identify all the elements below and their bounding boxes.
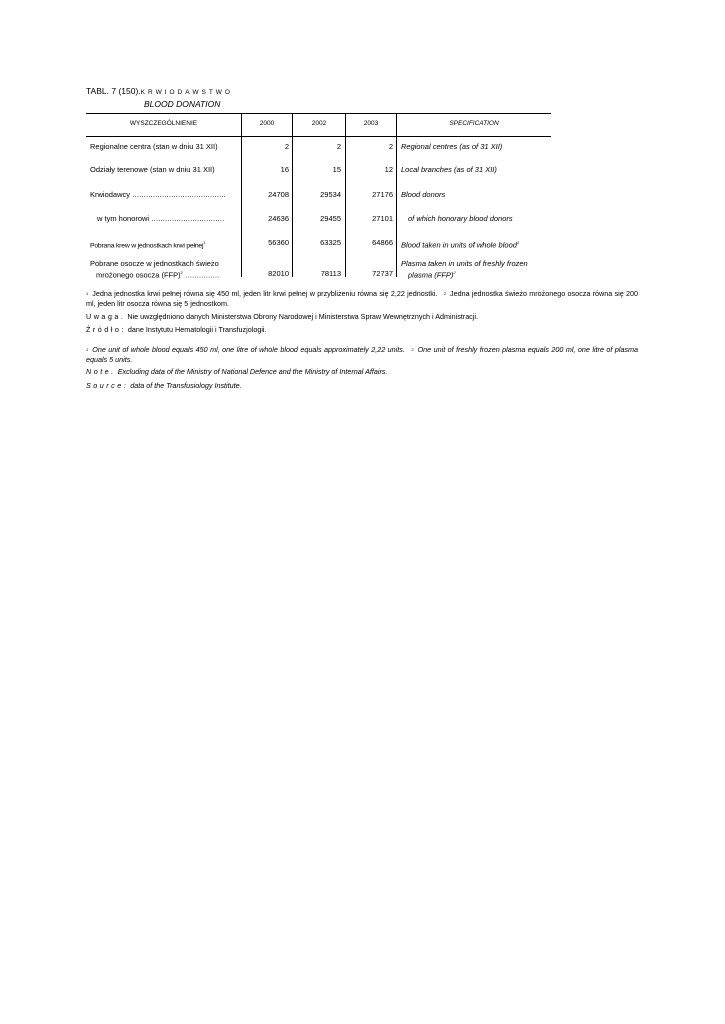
row-label-pl <box>97 214 224 223</box>
table-number: TABL. 7 (150). <box>86 86 141 96</box>
row-value-2000: 82010 <box>268 269 289 278</box>
header-year-2003: 2003 <box>363 120 379 127</box>
row-label-text: Blood taken in units of whole blood <box>401 240 517 250</box>
table-top-rule <box>86 113 551 114</box>
row-label-text: w tym honorowi <box>97 214 150 223</box>
row-value-2000: 24708 <box>268 190 289 199</box>
source-text: data of the Transfusiology Institute. <box>130 381 242 390</box>
footnote-ref: 1 <box>516 240 520 245</box>
row-value-2003: 27101 <box>372 214 393 223</box>
source-label: Source: <box>86 381 129 390</box>
row-label-en: of which honorary blood donors <box>408 214 513 223</box>
footnote-mark: 2 <box>443 291 447 297</box>
row-value-2002: 78113 <box>320 269 341 278</box>
footnote-mark: 1 <box>86 347 89 353</box>
row-value-2003: 2 <box>388 142 393 151</box>
source-pl <box>86 325 267 335</box>
row-label-pl <box>90 190 226 199</box>
row-label-line-1: Plasma taken in units of freshly frozen <box>401 259 528 268</box>
footnote-text: One unit of freshly frozen plasma equals 200 ml, one litre of plasma equals 5 units. <box>86 345 639 364</box>
row-value-2000: 24636 <box>268 214 289 223</box>
row-value-2000: 2 <box>284 142 289 151</box>
source-text: dane Instytutu Hematologii i Transfuzjologii. <box>127 325 267 334</box>
note-label: Uwaga. <box>86 312 126 321</box>
row-value-2002: 29455 <box>320 214 341 223</box>
note-label: Note. <box>86 367 116 376</box>
row-value-2003: 72737 <box>372 269 393 278</box>
note-pl <box>86 312 478 322</box>
footnote-text: Jedna jednostka świeżo mrożonego osocza równa się 200 ml, jeden litr osocza równa się 5 jednostkom. <box>86 289 639 308</box>
row-label-pl: Odziały terenowe (stan w dniu 31 XII) <box>90 165 215 174</box>
row-value-2003: 27176 <box>372 190 393 199</box>
row-label-text: mrożonego osocza (FFP) <box>96 270 181 280</box>
source-label: Źródło: <box>86 325 126 334</box>
leader-dots: ................................ <box>149 214 225 223</box>
table-title-en: BLOOD DONATION <box>144 99 221 109</box>
row-value-2003: 12 <box>384 165 393 174</box>
row-value-2000: 56360 <box>268 238 289 247</box>
footnote-ref: 2 <box>180 270 183 275</box>
row-label-text: Krwiodawcy <box>90 190 131 199</box>
footnotes-en <box>86 345 638 364</box>
footnote-ref: 1 <box>203 240 206 245</box>
row-label-text: plasma (FFP) <box>408 270 454 280</box>
note-en <box>86 367 388 377</box>
row-label-pl <box>90 238 205 250</box>
row-label-line-2 <box>90 268 219 280</box>
row-label-en <box>401 259 528 280</box>
table-header-rule <box>86 136 551 137</box>
footnote-text: Jedna jednostka krwi pełnej równa się 450 ml, jeden litr krwi pełnej w przybliżeniu równa się 2,22 jednostki. <box>92 289 438 298</box>
table-title <box>86 86 233 96</box>
header-spec-en: SPECIFICATION <box>449 120 499 127</box>
leader-dots: ......................................... <box>130 190 226 199</box>
note-text: Excluding data of the Ministry of National Defence and the Ministry of Internal Affairs. <box>117 367 388 376</box>
row-label-line-2 <box>401 268 528 280</box>
row-value-2000: 16 <box>280 165 289 174</box>
row-value-2002: 2 <box>336 142 341 151</box>
row-label-en <box>401 238 519 250</box>
header-year-2002: 2002 <box>311 120 327 127</box>
leader-dots: ............... <box>182 270 220 280</box>
row-label-pl: Regionalne centra (stan w dniu 31 XII) <box>90 142 218 151</box>
table-title-pl: KRWIODAWSTWO <box>140 89 233 96</box>
row-value-2002: 63325 <box>320 238 341 247</box>
footnote-mark: 2 <box>411 347 414 353</box>
row-value-2003: 64866 <box>372 238 393 247</box>
footnotes-pl <box>86 289 638 308</box>
footnote-ref: 2 <box>453 270 456 275</box>
footnote-text: One unit of whole blood equals 450 ml, one litre of whole blood equals approximately 2,22 units. <box>92 345 405 354</box>
row-value-2002: 29534 <box>320 190 341 199</box>
note-text: Nie uwzględniono danych Ministerstwa Obrony Narodowej i Ministerstwa Spraw Wewnętrznych i Administracji. <box>127 312 478 321</box>
col-divider-4 <box>396 113 397 277</box>
row-label-line-1: Pobrane osocze w jednostkach świeżo <box>90 259 219 268</box>
row-label-en: Blood donors <box>401 190 446 199</box>
header-year-2000: 2000 <box>259 120 275 127</box>
row-label-en: Regional centres (as of 31 XII) <box>401 142 503 151</box>
row-label-en: Local branches (as of 31 XII) <box>401 165 497 174</box>
header-spec-pl: WYSZCZEGÓLNIENIE <box>129 120 198 127</box>
row-label-pl <box>90 259 219 280</box>
source-en <box>86 381 242 391</box>
row-value-2002: 15 <box>332 165 341 174</box>
footnote-mark: 1 <box>86 291 89 297</box>
row-label-text: Pobrana krew w jednostkach krwi pełnej <box>90 242 204 250</box>
